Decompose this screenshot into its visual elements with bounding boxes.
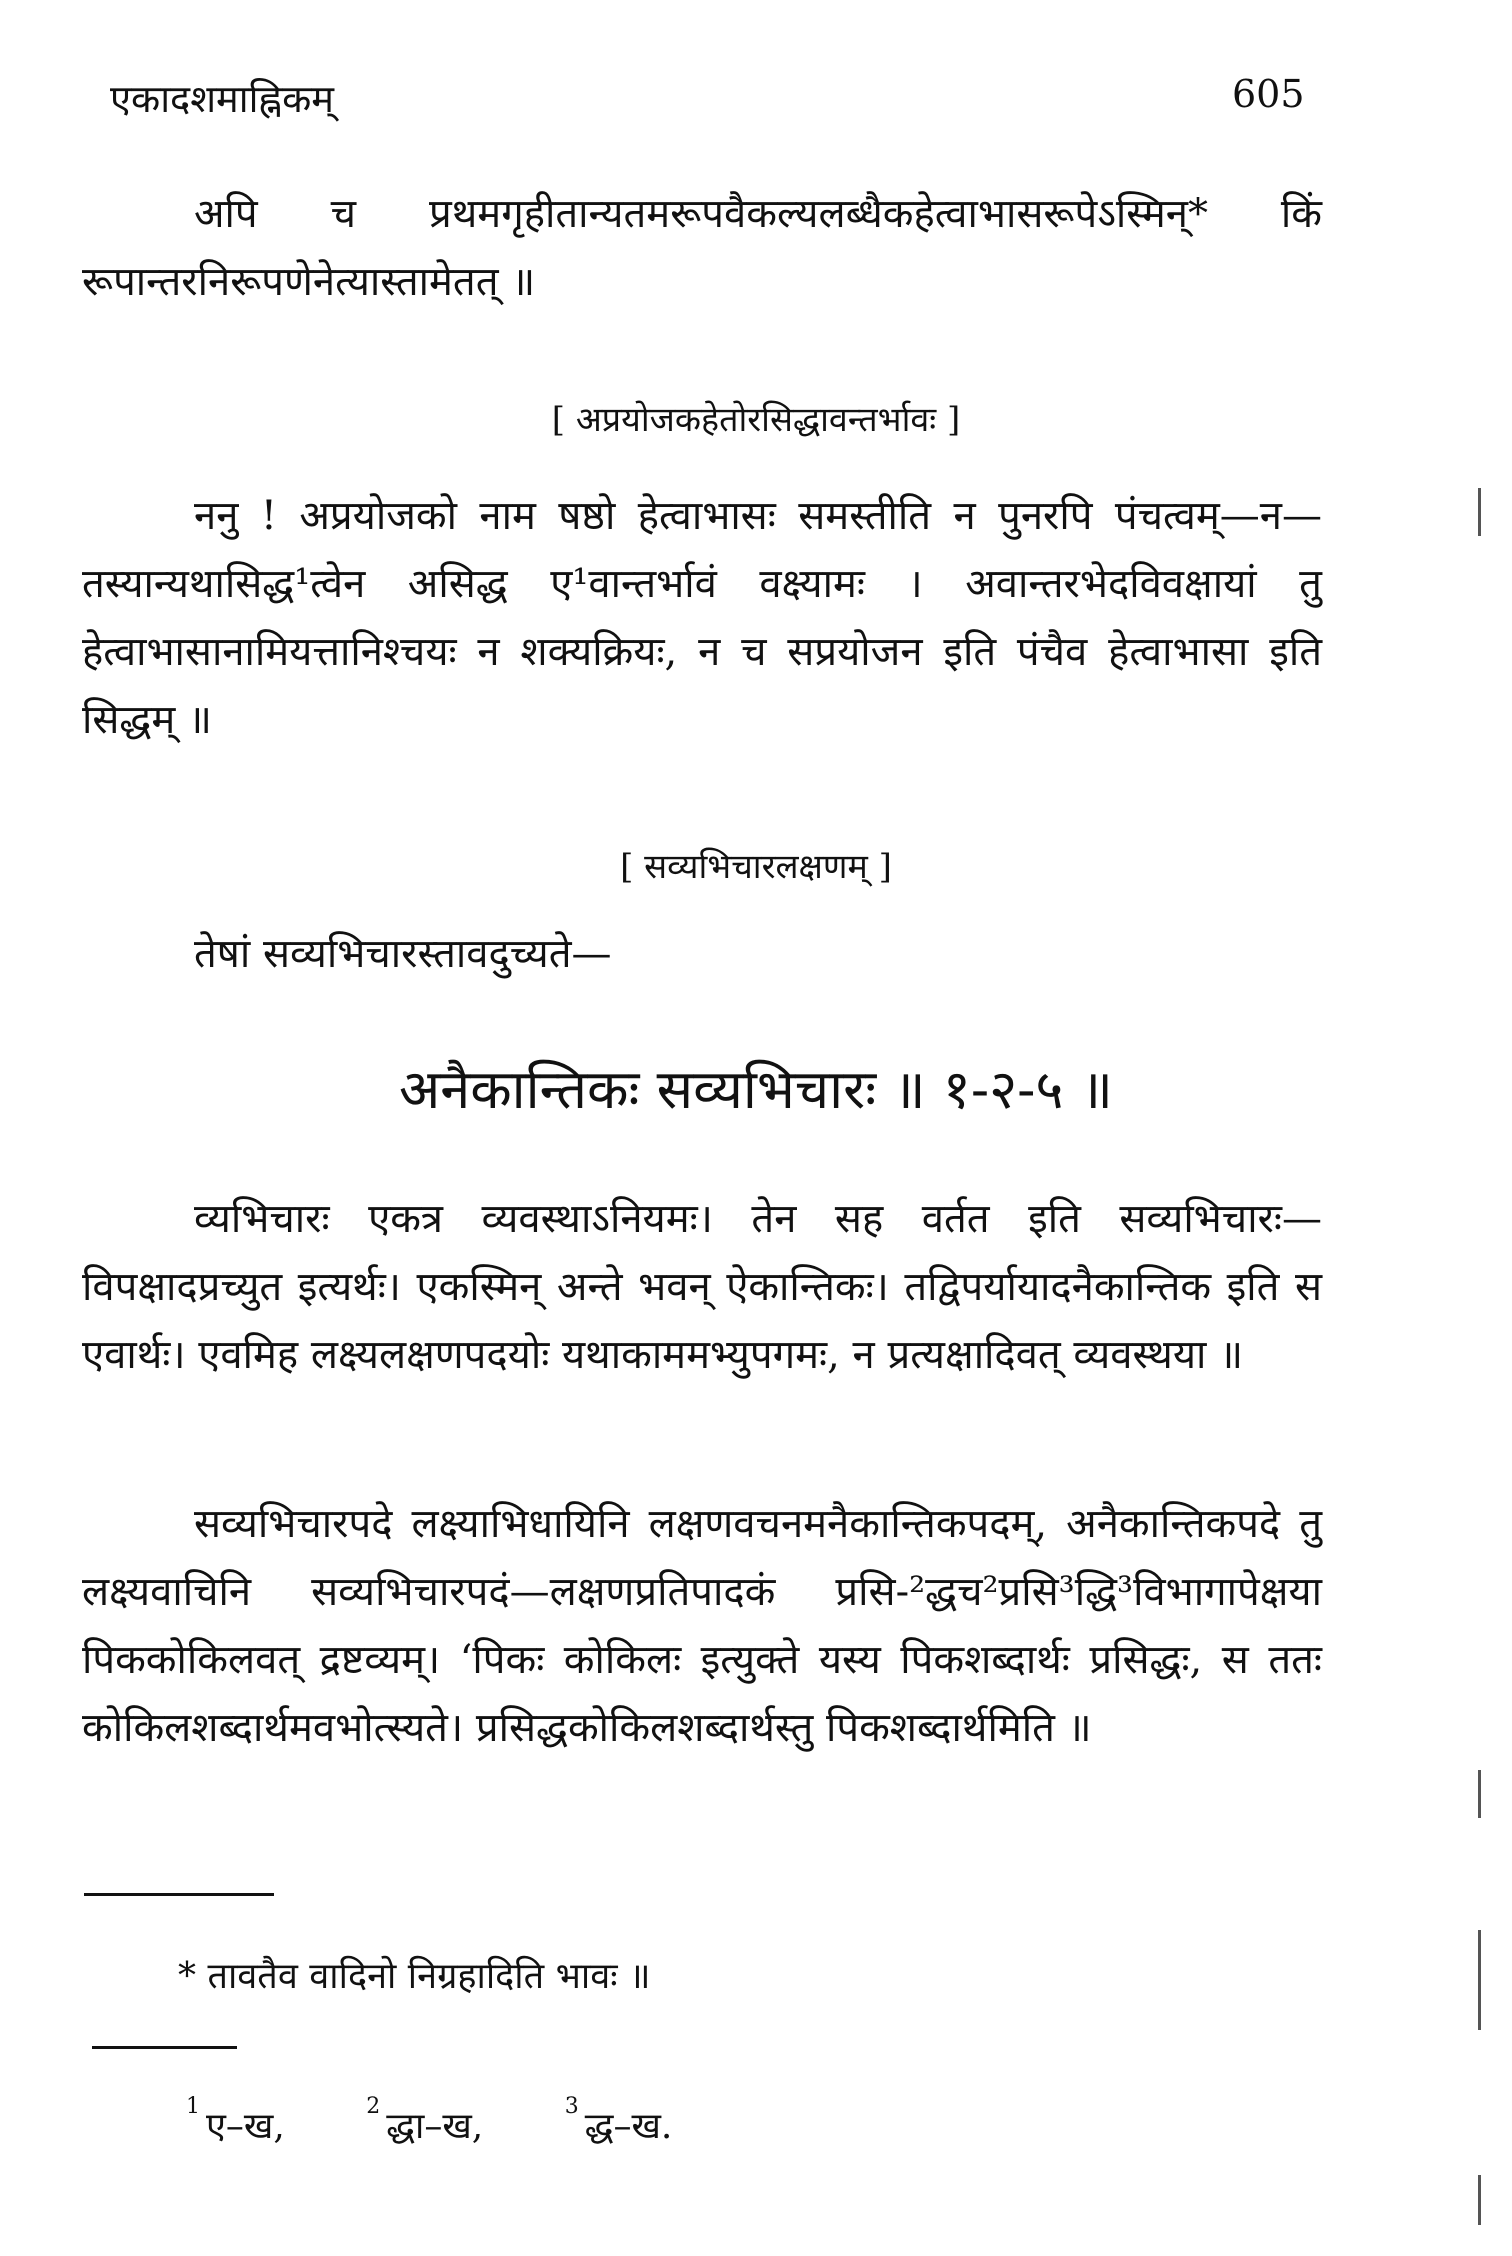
running-header-title: एकादशमाह्निकम् (110, 77, 335, 121)
variant-reading-2 (366, 2094, 484, 2149)
paragraph-4: व्यभिचारः एकत्र व्यवस्थाऽनियमः। तेन सह वर्तत इति सव्यभिचारः—विपक्षादप्रच्युत इत्यर्थः। एकस्मिन् अन्ते भवन् ऐकान्तिकः। तद्विपर्यायादनैकान्तिक इति स एवार्थः। एवमिह लक्ष्यलक्षणपदयोः यथाकाममभ्युपगमः, न प्रत्यक्षादिवत् व्यवस्थया ॥ (82, 1196, 1322, 1378)
footnote-rule-1 (84, 1893, 274, 1896)
section-heading-1: [ अप्रयोजकहेतोरसिद्धावन्तर्भावः ] (551, 400, 961, 440)
paragraph-3: तेषां सव्यभिचारस्तावदुच्यते— (194, 931, 612, 977)
page-number: 605 (1232, 72, 1305, 116)
scan-margin-mark (1478, 2175, 1481, 2225)
scan-margin-mark (1478, 488, 1481, 536)
paragraph-2: ननु ! अप्रयोजको नाम षष्ठो हेत्वाभासः समस्तीति न पुनरपि पंचत्वम्—न—तस्यान्यथासिद्ध¹त्वेन असिद्ध ए¹वान्तर्भावं वक्ष्यामः । अवान्तरभेदविवक्षायां तु हेत्वाभासानामियत्तानिश्चयः न शक्यक्रियः, न च सप्रयोजन इति पंचैव हेत्वाभासा इति सिद्धम् ॥ (82, 493, 1322, 743)
section-heading-2: [ सव्यभिचारलक्षणम् ] (620, 847, 892, 887)
variant-text-1: ए–ख, (206, 2106, 285, 2147)
variant-text-3: द्ध–ख. (584, 2106, 673, 2147)
variant-mark-1: 1 (186, 2094, 200, 2119)
variant-mark-2: 2 (366, 2094, 381, 2119)
scan-margin-mark (1478, 1930, 1481, 2030)
paragraph-5: सव्यभिचारपदे लक्ष्याभिधायिनि लक्षणवचनमनैकान्तिकपदम्, अनैकान्तिकपदे तु लक्ष्यवाचिनि सव्यभिचारपदं—लक्षणप्रतिपादकं प्रसि-²द्धच²प्रसि³द्धि³विभागापेक्षया पिककोकिलवत् द्रष्टव्यम्। ‘पिकः कोकिलः इत्युक्ते यस्य पिकशब्दार्थः प्रसिद्धः, स ततः कोकिलशब्दार्थमवभोत्स्यते। प्रसिद्धकोकिलशब्दार्थस्तु पिकशब्दार्थमिति ॥ (82, 1501, 1322, 1751)
variant-readings (186, 2094, 742, 2149)
paragraph-1: अपि च प्रथमगृहीतान्यतमरूपवैकल्यलब्धैकहेत्वाभासरूपेऽस्मिन्* किं रूपान्तरनिरूपणेनेत्यास्तामेतत् ॥ (82, 191, 1322, 305)
footnote-rule-2 (92, 2046, 237, 2049)
scan-margin-mark (1478, 1770, 1481, 1818)
variant-reading-1 (186, 2094, 285, 2149)
sutra-line: अनैकान्तिकः सव्यभिचारः ॥ १-२-५ ॥ (398, 1058, 1114, 1121)
variant-mark-3: 3 (564, 2094, 579, 2119)
variant-text-2: द्धा–ख, (386, 2106, 484, 2147)
footnote-star: * तावतैव वादिनो निग्रहादिति भावः ॥ (178, 1956, 651, 1997)
variant-reading-3 (564, 2094, 673, 2149)
